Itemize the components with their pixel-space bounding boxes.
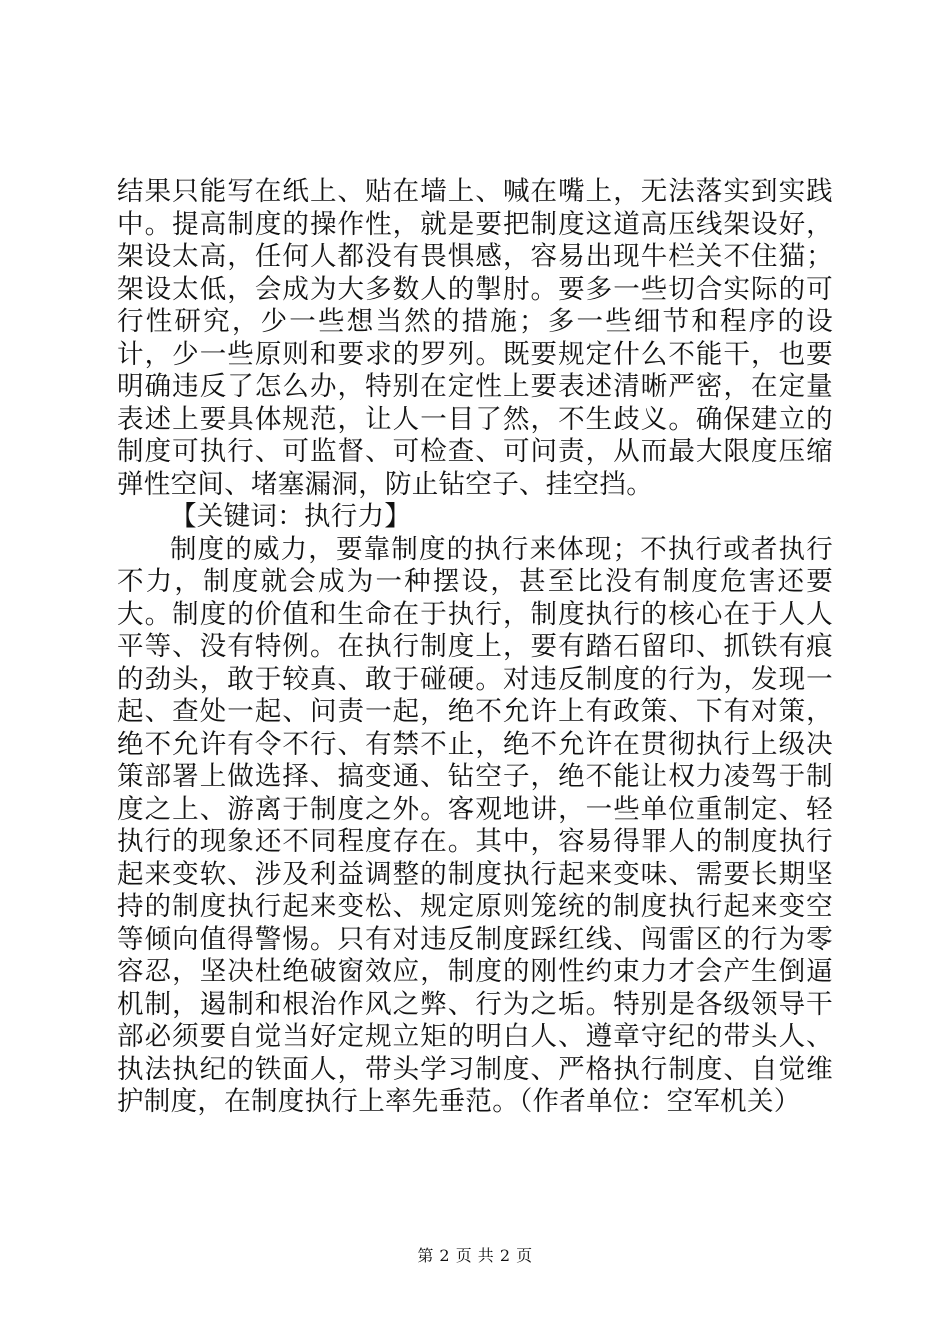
document-body — [117, 176, 833, 1119]
paragraph-execution: 制度的威力，要靠制度的执行来体现；不执行或者执行不力，制度就会成为一种摆设，甚至比没有制度危害还要大。制度的价值和生命在于执行，制度执行的核心在于人人平等、没有特例。在执行制度上，要有踏石留印、抓铁有痕的劲头，敢于较真、敢于碰硬。对违反制度的行为，发现一起、查处一起、问责一起，绝不允许上有政策、下有对策，绝不允许有令不行、有禁不止，绝不允许在贯彻执行上级决策部署上做选择、搞变通、钻空子，绝不能让权力凌驾于制度之上、游离于制度之外。客观地讲，一些单位重制定、轻执行的现象还不同程度存在。其中，容易得罪人的制度执行起来变软、涉及利益调整的制度执行起来变味、需要长期坚持的制度执行起来变松、规定原则笼统的制度执行起来变空等倾向值得警惕。只有对违反制度踩红线、闯雷区的行为零容忍，坚决杜绝破窗效应，制度的刚性约束力才会产生倒逼机制，遏制和根治作风之弊、行为之垢。特别是各级领导干部必须要自觉当好定规立矩的明白人、遵章守纪的带头人、执法执纪的铁面人，带头学习制度、严格执行制度、自觉维护制度，在制度执行上率先垂范。（作者单位：空军机关） — [117, 533, 833, 1117]
page-number-footer: 第 2 页 共 2 页 — [417, 1246, 533, 1265]
keyword-heading: 【关键词：执行力】 — [170, 501, 412, 532]
paragraph-operability: 结果只能写在纸上、贴在墙上、喊在嘴上，无法落实到实践中。提高制度的操作性，就是要把制度这道高压线架设好，架设太高，任何人都没有畏惧感，容易出现牛栏关不住猫；架设太低，会成为大多数人的掣肘。要多一些切合实际的可行性研究，少一些想当然的措施；多一些细节和程序的设计，少一些原则和要求的罗列。既要规定什么不能干，也要明确违反了怎么办，特别在定性上要表述清晰严密，在定量表述上要具体规范，让人一目了然，不生歧义。确保建立的制度可执行、可监督、可检查、可问责，从而最大限度压缩弹性空间、堵塞漏洞，防止钻空子、挂空挡。 — [117, 176, 833, 500]
